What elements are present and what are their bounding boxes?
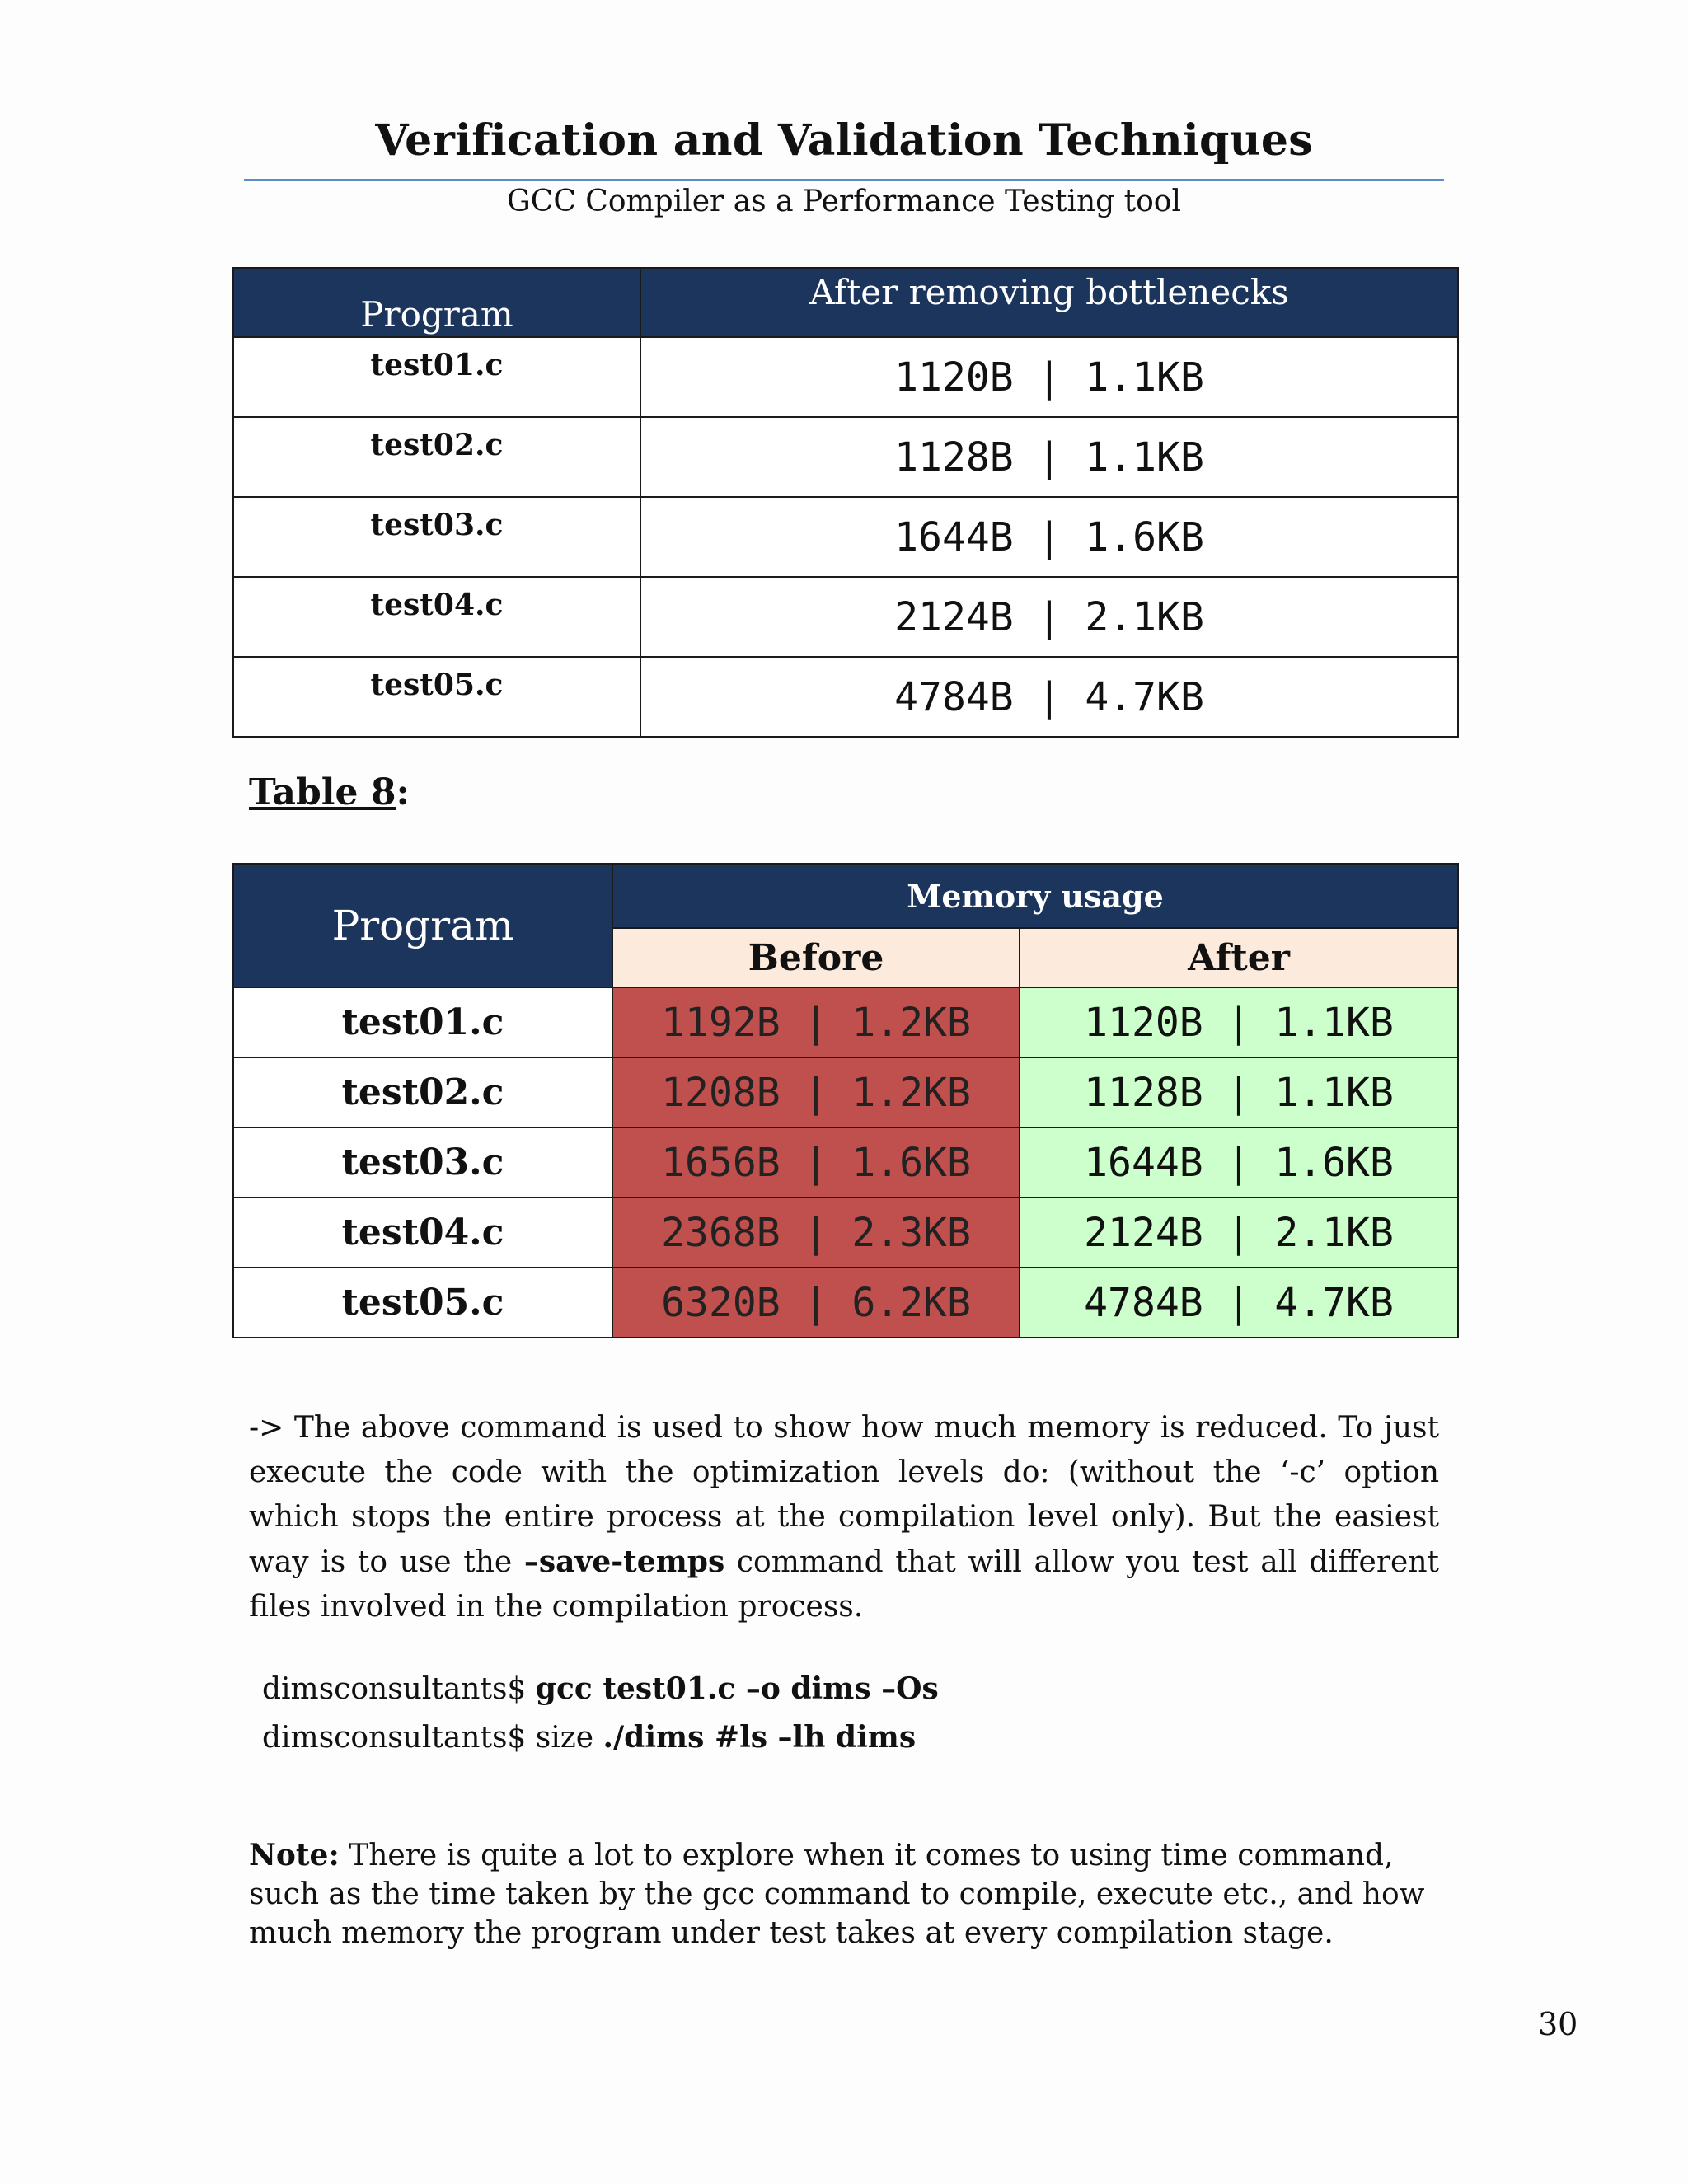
table-caption-label: Table 8	[249, 771, 396, 813]
column-header-after: After	[1020, 928, 1458, 987]
program-cell: test03.c	[233, 497, 640, 577]
column-header-before: Before	[612, 928, 1020, 987]
memory-usage-table	[232, 863, 1459, 1338]
table-row	[233, 577, 1458, 657]
table-row	[233, 1197, 1458, 1268]
before-cell: 1656B | 1.6KB	[612, 1127, 1020, 1197]
before-cell: 1192B | 1.2KB	[612, 987, 1020, 1057]
program-cell: test05.c	[233, 1268, 612, 1338]
note-label: Note:	[249, 1838, 340, 1872]
paragraph-text: -> The above command is used to show how much memory is reduced. To just execute the code with the optimization levels do: (without the ‘-c’ option which stops the entire process at the compilation level only). But the easiest way is to use the	[249, 1411, 1439, 1579]
table-caption	[249, 771, 410, 813]
program-cell: test01.c	[233, 337, 640, 417]
after-cell: 4784B | 4.7KB	[1020, 1268, 1458, 1338]
column-header-program: Program	[233, 268, 640, 337]
column-header-after-removing: After removing bottlenecks	[640, 268, 1458, 337]
column-header-memory-usage: Memory usage	[612, 864, 1458, 928]
table-row	[233, 417, 1458, 497]
program-cell: test02.c	[233, 417, 640, 497]
paragraph-text-end: command that will allow you test all different files involved in the compilation process.	[249, 1545, 1439, 1624]
before-cell: 6320B | 6.2KB	[612, 1268, 1020, 1338]
program-cell: test05.c	[233, 657, 640, 737]
after-cell: 2124B | 2.1KB	[1020, 1197, 1458, 1268]
command-line-1	[262, 1671, 939, 1706]
before-cell: 2368B | 2.3KB	[612, 1197, 1020, 1268]
table-row	[233, 657, 1458, 737]
explanation-paragraph	[249, 1406, 1439, 1629]
command-text: ./dims #ls –lh dims	[603, 1720, 917, 1755]
table-row	[233, 497, 1458, 577]
after-cell: 1644B | 1.6KB	[1020, 1127, 1458, 1197]
table-row	[233, 337, 1458, 417]
bottleneck-table	[232, 267, 1459, 738]
size-cell: 1128B | 1.1KB	[640, 417, 1458, 497]
page-number: 30	[1538, 2006, 1578, 2042]
size-cell: 1644B | 1.6KB	[640, 497, 1458, 577]
table-row	[233, 1268, 1458, 1338]
table-row	[233, 1057, 1458, 1127]
title-divider	[244, 179, 1444, 181]
page-title: Verification and Validation Techniques	[375, 115, 1313, 166]
shell-prompt: dimsconsultants$	[262, 1672, 536, 1706]
table-caption-colon: :	[396, 771, 410, 813]
program-cell: test04.c	[233, 577, 640, 657]
note-paragraph	[249, 1836, 1444, 1952]
note-text: There is quite a lot to explore when it comes to using time command, such as the time taken by the gcc command to compile, execute etc., and how much memory the program under test takes at every compilation stage.	[249, 1839, 1425, 1950]
save-temps-option: –save-temps	[523, 1544, 725, 1579]
program-cell: test03.c	[233, 1127, 612, 1197]
after-cell: 1128B | 1.1KB	[1020, 1057, 1458, 1127]
column-header-program: Program	[233, 864, 612, 987]
size-cell: 1120B | 1.1KB	[640, 337, 1458, 417]
before-cell: 1208B | 1.2KB	[612, 1057, 1020, 1127]
page-subtitle: GCC Compiler as a Performance Testing tool	[507, 185, 1181, 218]
command-line-2	[262, 1720, 916, 1755]
table-row	[233, 987, 1458, 1057]
size-cell: 2124B | 2.1KB	[640, 577, 1458, 657]
program-cell: test01.c	[233, 987, 612, 1057]
command-text: gcc test01.c –o dims –Os	[535, 1671, 939, 1706]
after-cell: 1120B | 1.1KB	[1020, 987, 1458, 1057]
program-cell: test02.c	[233, 1057, 612, 1127]
program-cell: test04.c	[233, 1197, 612, 1268]
size-cell: 4784B | 4.7KB	[640, 657, 1458, 737]
table-row	[233, 1127, 1458, 1197]
shell-prompt: dimsconsultants$ size	[262, 1721, 603, 1755]
